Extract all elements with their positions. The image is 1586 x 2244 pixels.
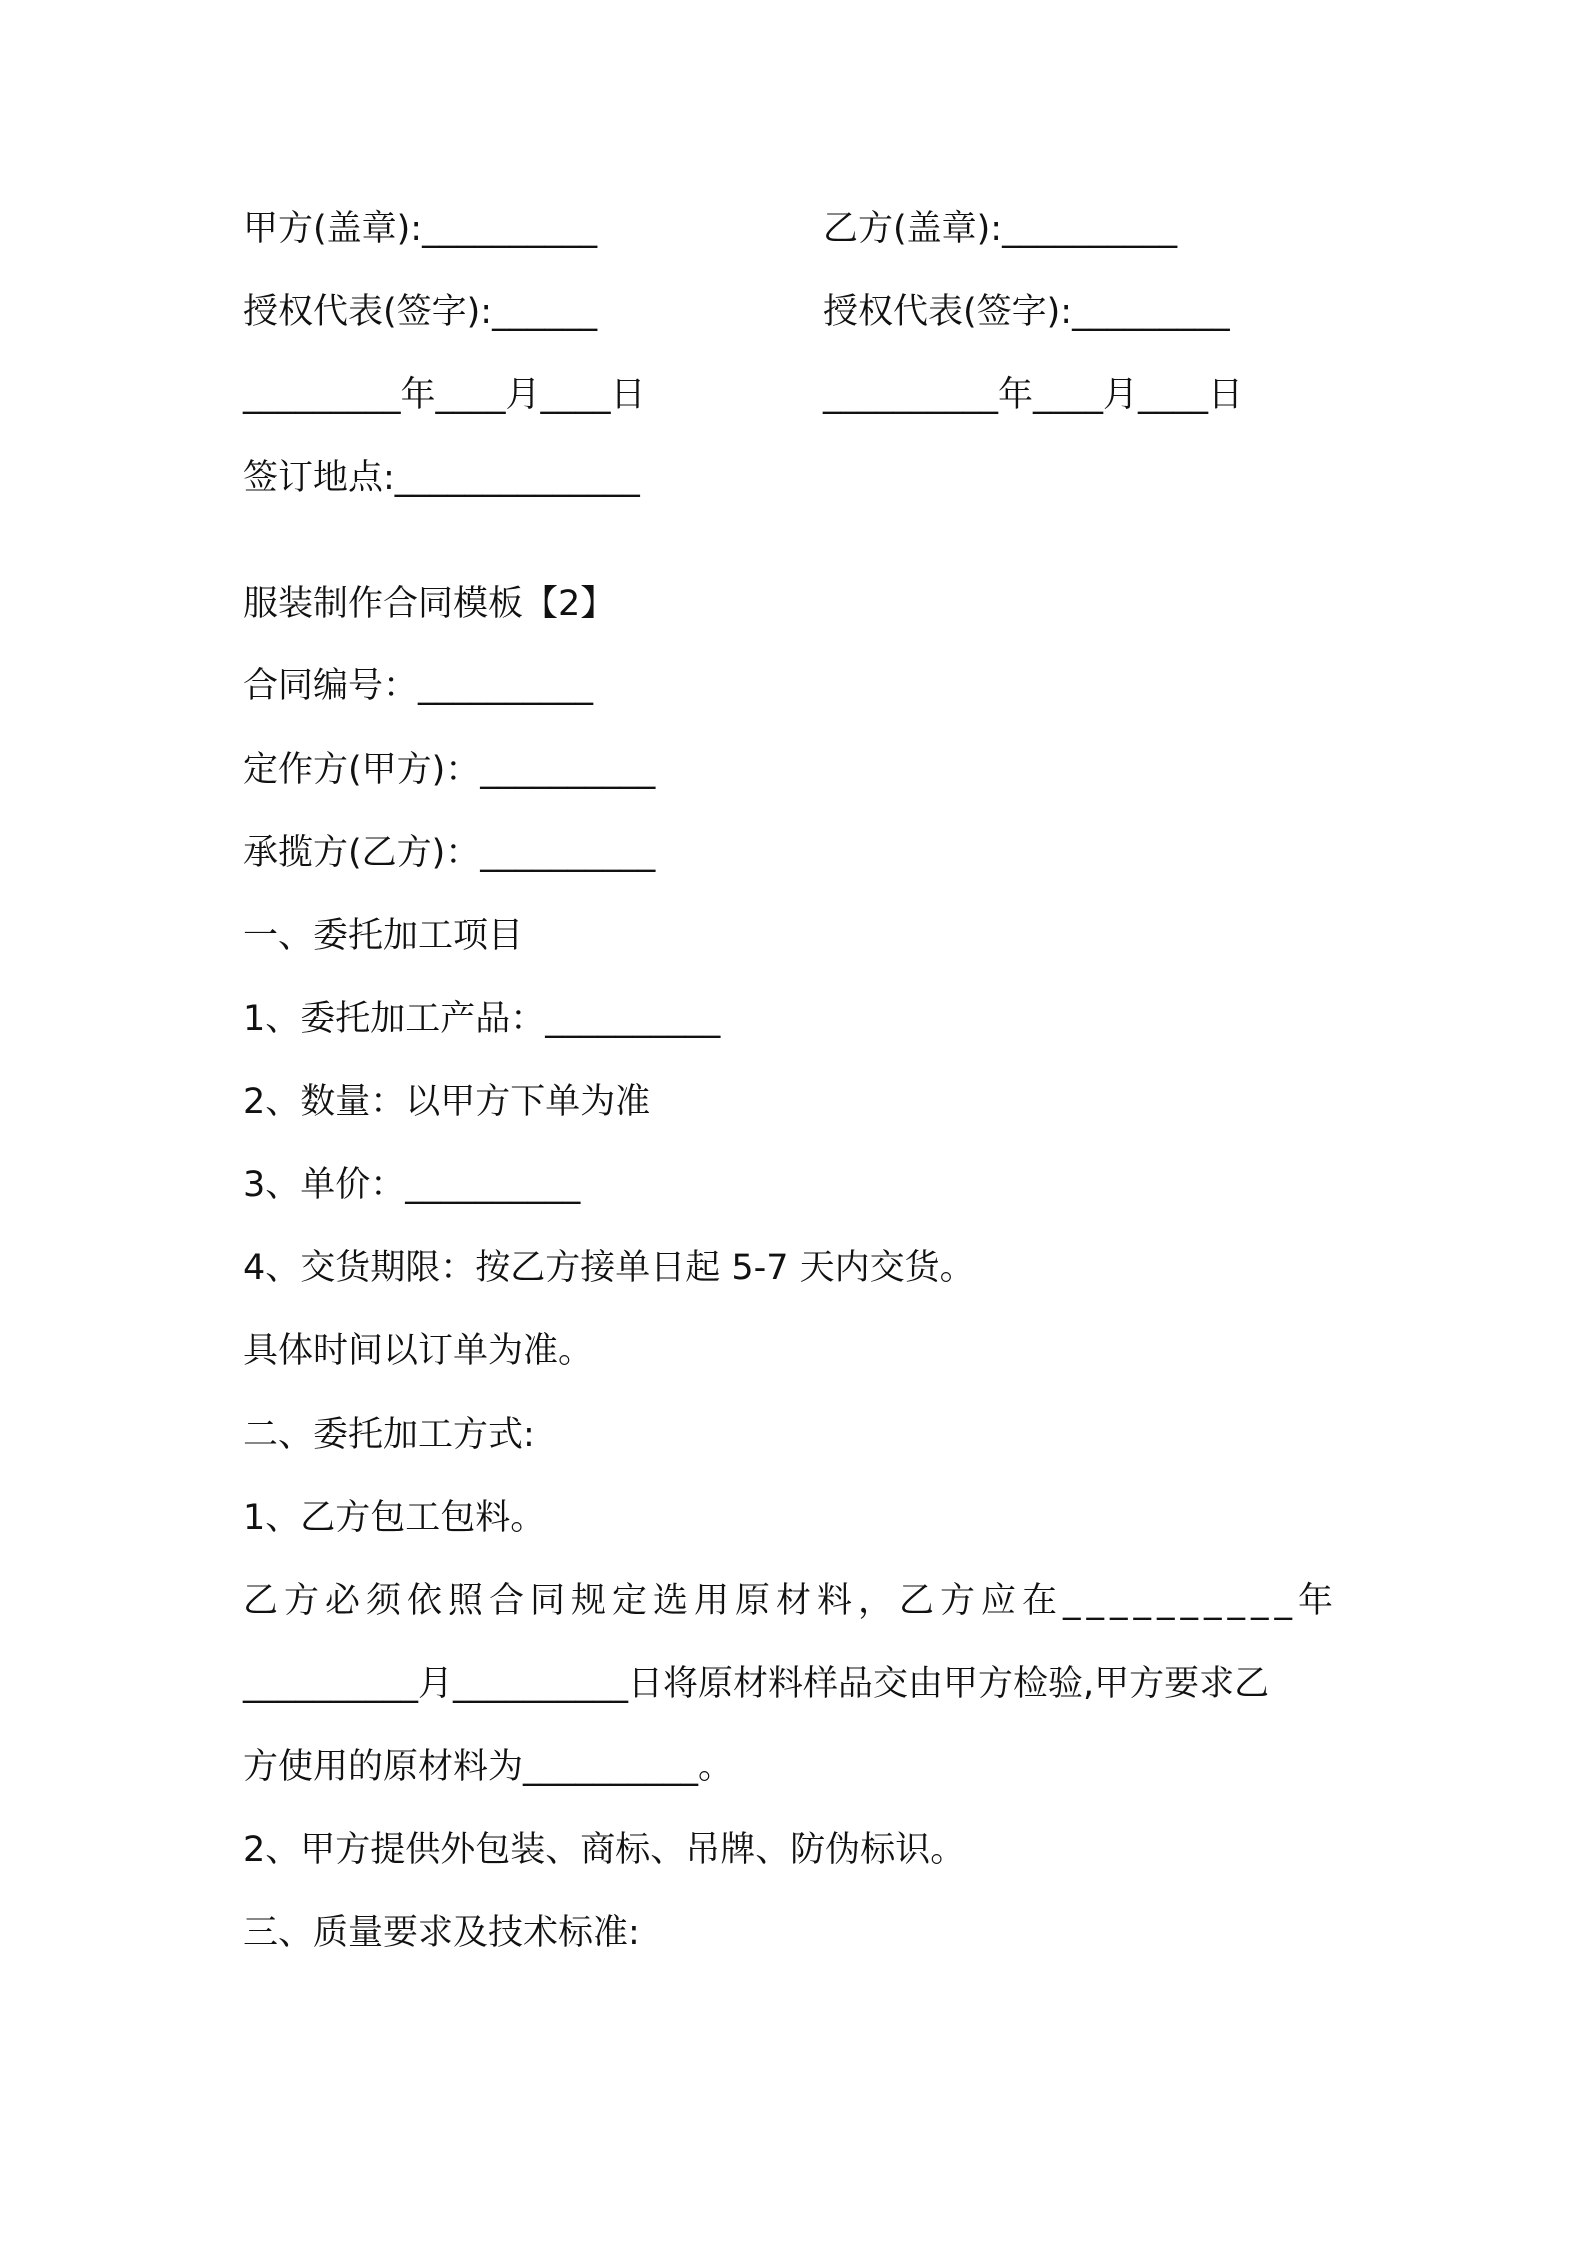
party-b-date-line: __________年____月____日 <box>823 375 1244 415</box>
section1-heading: 一、委托加工项目 <box>243 916 524 956</box>
party-a-representative-line: 授权代表(签字):______ <box>243 292 598 332</box>
party-b-representative-line: 授权代表(签字):_________ <box>823 292 1230 332</box>
section2-item1: 1、乙方包工包料。 <box>243 1498 546 1538</box>
section2-paragraph-line3: 方使用的原材料为__________。 <box>243 1747 734 1787</box>
section1-item3: 3、单价：__________ <box>243 1165 581 1205</box>
section2-heading: 二、委托加工方式: <box>243 1415 535 1455</box>
party-a-date-line: _________年____月____日 <box>243 375 646 415</box>
section3-heading: 三、质量要求及技术标准: <box>243 1913 640 1953</box>
section1-item4: 4、交货期限：按乙方接单日起 5-7 天内交货。 <box>243 1248 975 1288</box>
section2-item2: 2、甲方提供外包装、商标、吊牌、防伪标识。 <box>243 1830 966 1870</box>
signing-place-line: 签订地点:______________ <box>243 458 640 498</box>
contract-title: 服装制作合同模板【2】 <box>243 584 616 624</box>
section1-item1: 1、委托加工产品：__________ <box>243 999 721 1039</box>
section1-item2: 2、数量：以甲方下单为准 <box>243 1082 651 1122</box>
section1-item4-continuation: 具体时间以订单为准。 <box>243 1331 594 1371</box>
contract-number-line: 合同编号：__________ <box>243 666 594 706</box>
party-b-line: 承揽方(乙方)：__________ <box>243 833 656 873</box>
section2-paragraph-line1: 乙方必须依照合同规定选用原材料，乙方应在__________年 <box>243 1581 1340 1621</box>
party-a-seal-line: 甲方(盖章):__________ <box>243 209 598 249</box>
party-a-line: 定作方(甲方)：__________ <box>243 750 656 790</box>
section2-paragraph-line2: __________月__________日将原材料样品交由甲方检验,甲方要求乙 <box>243 1664 1270 1704</box>
party-b-seal-line: 乙方(盖章):__________ <box>823 209 1178 249</box>
